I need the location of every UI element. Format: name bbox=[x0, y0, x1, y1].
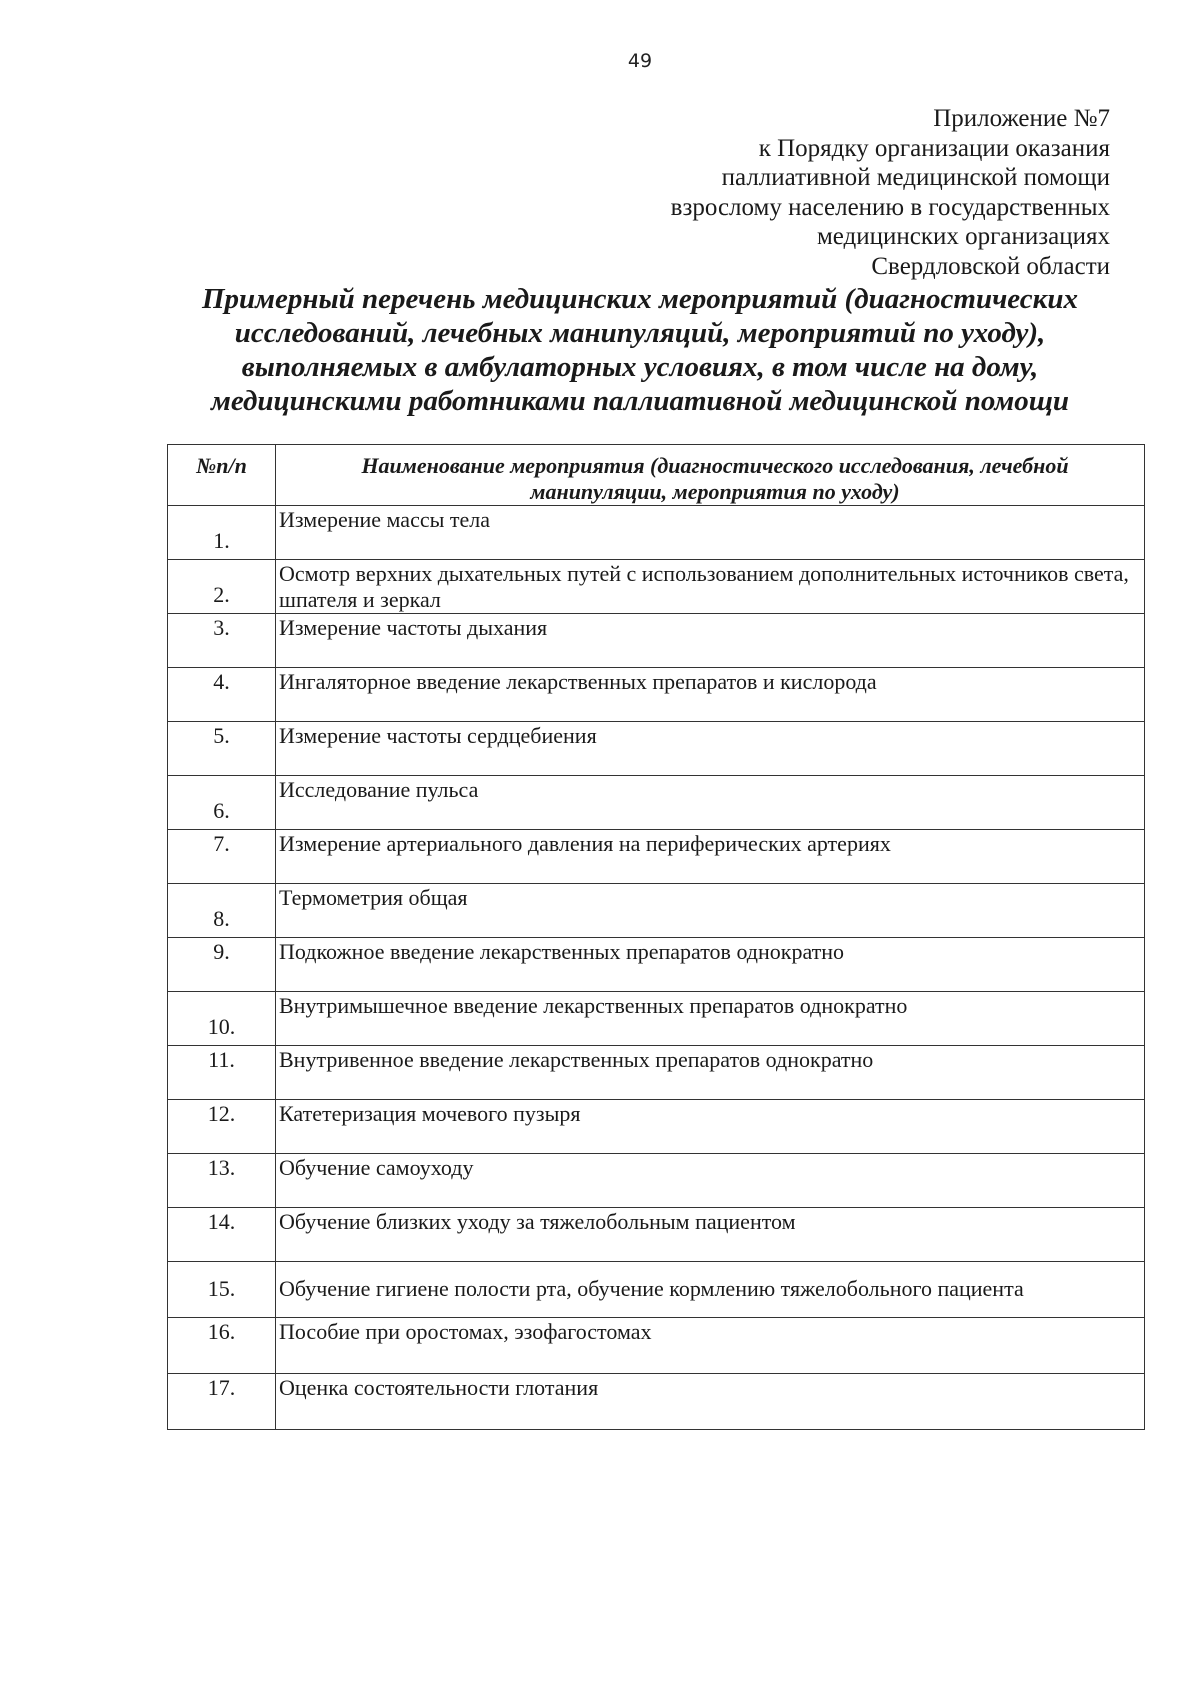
row-number: 11. bbox=[168, 1046, 276, 1100]
row-name: Обучение близких уходу за тяжелобольным пациентом bbox=[276, 1208, 1145, 1262]
title-line: исследований, лечебных манипуляций, мероприятий по уходу), bbox=[234, 317, 1046, 349]
appendix-line: паллиативной медицинской помощи bbox=[721, 164, 1110, 191]
table-row bbox=[168, 1154, 1145, 1208]
table-row bbox=[168, 1208, 1145, 1262]
row-name: Внутримышечное введение лекарственных препаратов однократно bbox=[276, 992, 1145, 1046]
table-row bbox=[168, 1318, 1145, 1374]
row-number: 3. bbox=[168, 614, 276, 668]
row-number: 16. bbox=[168, 1318, 276, 1374]
row-name: Пособие при оростомах, эзофагостомах bbox=[276, 1318, 1145, 1374]
table-row bbox=[168, 1262, 1145, 1318]
row-number: 7. bbox=[168, 830, 276, 884]
row-number: 4. bbox=[168, 668, 276, 722]
row-number: 14. bbox=[168, 1208, 276, 1262]
title-line: медицинскими работниками паллиативной медицинской помощи bbox=[211, 385, 1069, 417]
row-name: Катетеризация мочевого пузыря bbox=[276, 1100, 1145, 1154]
appendix-line: взрослому населению в государственных bbox=[670, 193, 1110, 221]
row-number: 2. bbox=[168, 560, 276, 614]
row-name: Измерение массы тела bbox=[276, 506, 1145, 560]
column-header-name: Наименование мероприятия (диагностического исследования, лечебной манипуляции, мероприятия по уходу) bbox=[276, 445, 1145, 506]
row-name: Измерение частоты сердцебиения bbox=[276, 722, 1145, 776]
measures-table bbox=[167, 444, 1145, 1430]
row-name: Ингаляторное введение лекарственных препаратов и кислорода bbox=[276, 668, 1145, 722]
row-number: 15. bbox=[168, 1262, 276, 1318]
row-name: Оценка состоятельности глотания bbox=[276, 1374, 1145, 1430]
row-number: 17. bbox=[168, 1374, 276, 1430]
row-number: 9. bbox=[168, 938, 276, 992]
row-number: 6. bbox=[168, 776, 276, 830]
table-row bbox=[168, 560, 1145, 614]
row-number: 8. bbox=[168, 884, 276, 938]
row-number: 10. bbox=[168, 992, 276, 1046]
table-row bbox=[168, 1100, 1145, 1154]
table-row bbox=[168, 830, 1145, 884]
row-number: 1. bbox=[168, 506, 276, 560]
title-line: выполняемых в амбулаторных условиях, в том числе на дому, bbox=[241, 351, 1039, 383]
appendix-line: медицинских организациях bbox=[816, 223, 1110, 250]
appendix-heading bbox=[510, 104, 1110, 281]
row-name: Подкожное введение лекарственных препаратов однократно bbox=[276, 938, 1145, 992]
table-row bbox=[168, 722, 1145, 776]
row-name: Осмотр верхних дыхательных путей с использованием дополнительных источников света, шпателя и зеркал bbox=[276, 560, 1145, 614]
row-name: Измерение частоты дыхания bbox=[276, 614, 1145, 668]
appendix-line: Приложение №7 bbox=[933, 105, 1110, 132]
table-row bbox=[168, 614, 1145, 668]
table-row bbox=[168, 1046, 1145, 1100]
appendix-line: к Порядку организации оказания bbox=[758, 134, 1110, 162]
row-number: 12. bbox=[168, 1100, 276, 1154]
row-name: Измерение артериального давления на периферических артериях bbox=[276, 830, 1145, 884]
title-line: Примерный перечень медицинских мероприятий (диагностических bbox=[202, 283, 1078, 315]
table-row bbox=[168, 992, 1145, 1046]
column-header-number: №п/п bbox=[168, 445, 276, 506]
appendix-line: Свердловской области bbox=[871, 252, 1110, 280]
table-header-row bbox=[168, 445, 1145, 506]
table-row bbox=[168, 1374, 1145, 1430]
row-name: Внутривенное введение лекарственных препаратов однократно bbox=[276, 1046, 1145, 1100]
table-row bbox=[168, 884, 1145, 938]
row-number: 5. bbox=[168, 722, 276, 776]
table-row bbox=[168, 938, 1145, 992]
document-title bbox=[150, 282, 1130, 418]
row-name: Термометрия общая bbox=[276, 884, 1145, 938]
row-name: Обучение гигиене полости рта, обучение кормлению тяжелобольного пациента bbox=[276, 1262, 1145, 1318]
row-name: Исследование пульса bbox=[276, 776, 1145, 830]
row-name: Обучение самоуходу bbox=[276, 1154, 1145, 1208]
page-number: 49 bbox=[627, 50, 653, 72]
table-row bbox=[168, 776, 1145, 830]
row-number: 13. bbox=[168, 1154, 276, 1208]
table-row bbox=[168, 668, 1145, 722]
table-row bbox=[168, 506, 1145, 560]
